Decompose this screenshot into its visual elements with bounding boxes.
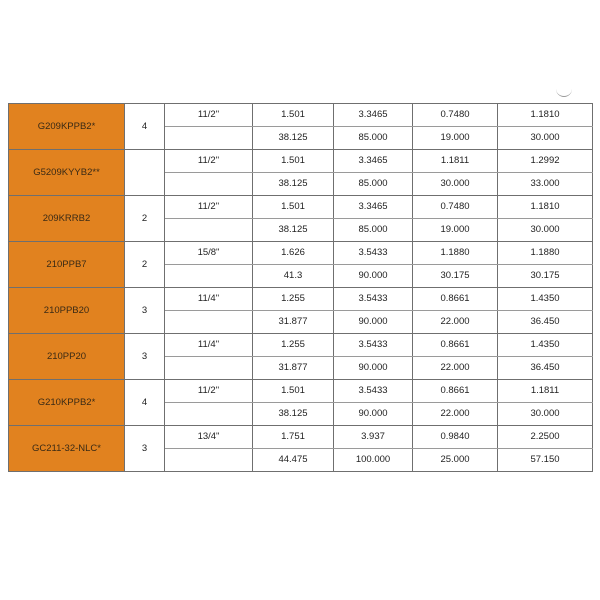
value-cell: 38.125 xyxy=(253,403,334,426)
part-number-cell: 210PPB20 xyxy=(9,288,125,334)
value-cell: 22.000 xyxy=(413,403,498,426)
bore-inch-cell xyxy=(165,173,253,196)
part-number-cell: 210PPB7 xyxy=(9,242,125,288)
value-cell: 36.450 xyxy=(498,357,593,380)
table-row xyxy=(9,242,593,265)
value-cell: 1.626 xyxy=(253,242,334,265)
value-cell: 3.5433 xyxy=(334,334,413,357)
quantity-cell: 3 xyxy=(125,334,165,380)
bore-inch-cell: 15/8" xyxy=(165,242,253,265)
quantity-cell: 3 xyxy=(125,288,165,334)
value-cell: 0.8661 xyxy=(413,334,498,357)
value-cell: 3.3465 xyxy=(334,150,413,173)
value-cell: 1.501 xyxy=(253,104,334,127)
value-cell: 31.877 xyxy=(253,357,334,380)
value-cell: 31.877 xyxy=(253,311,334,334)
value-cell: 30.000 xyxy=(498,403,593,426)
value-cell: 1.1810 xyxy=(498,104,593,127)
value-cell: 85.000 xyxy=(334,219,413,242)
bore-inch-cell: 11/2" xyxy=(165,150,253,173)
table-row xyxy=(9,426,593,449)
value-cell: 90.000 xyxy=(334,403,413,426)
part-number-cell: G209KPPB2* xyxy=(9,104,125,150)
bearing-spec-table xyxy=(8,103,593,472)
bore-inch-cell xyxy=(165,219,253,242)
value-cell: 44.475 xyxy=(253,449,334,472)
quantity-cell: 4 xyxy=(125,380,165,426)
value-cell: 1.501 xyxy=(253,196,334,219)
value-cell: 57.150 xyxy=(498,449,593,472)
value-cell: 1.255 xyxy=(253,288,334,311)
table-row xyxy=(9,380,593,403)
value-cell: 90.000 xyxy=(334,311,413,334)
table-row xyxy=(9,196,593,219)
quantity-cell xyxy=(125,150,165,196)
value-cell: 41.3 xyxy=(253,265,334,288)
bore-inch-cell xyxy=(165,403,253,426)
value-cell: 3.3465 xyxy=(334,104,413,127)
value-cell: 90.000 xyxy=(334,265,413,288)
part-number-cell: G5209KYYB2** xyxy=(9,150,125,196)
value-cell: 19.000 xyxy=(413,219,498,242)
value-cell: 0.7480 xyxy=(413,104,498,127)
part-number-cell: 210PP20 xyxy=(9,334,125,380)
value-cell: 30.175 xyxy=(413,265,498,288)
value-cell: 1.2992 xyxy=(498,150,593,173)
blank-header-area xyxy=(0,0,600,100)
value-cell: 1.1811 xyxy=(413,150,498,173)
value-cell: 22.000 xyxy=(413,311,498,334)
value-cell: 30.000 xyxy=(498,219,593,242)
value-cell: 30.175 xyxy=(498,265,593,288)
value-cell: 1.255 xyxy=(253,334,334,357)
bore-inch-cell xyxy=(165,357,253,380)
value-cell: 1.1810 xyxy=(498,196,593,219)
value-cell: 22.000 xyxy=(413,357,498,380)
part-number-cell: 209KRRB2 xyxy=(9,196,125,242)
value-cell: 1.1811 xyxy=(498,380,593,403)
part-number-cell: G210KPPB2* xyxy=(9,380,125,426)
value-cell: 85.000 xyxy=(334,173,413,196)
value-cell: 85.000 xyxy=(334,127,413,150)
value-cell: 0.8661 xyxy=(413,380,498,403)
bore-inch-cell: 11/4" xyxy=(165,334,253,357)
part-number-cell: GC211-32-NLC* xyxy=(9,426,125,472)
value-cell: 0.7480 xyxy=(413,196,498,219)
value-cell: 25.000 xyxy=(413,449,498,472)
quantity-cell: 2 xyxy=(125,242,165,288)
quantity-cell: 3 xyxy=(125,426,165,472)
bore-inch-cell: 11/4" xyxy=(165,288,253,311)
value-cell: 30.000 xyxy=(498,127,593,150)
value-cell: 38.125 xyxy=(253,219,334,242)
value-cell: 1.501 xyxy=(253,150,334,173)
table-row xyxy=(9,288,593,311)
value-cell: 3.5433 xyxy=(334,288,413,311)
value-cell: 36.450 xyxy=(498,311,593,334)
value-cell: 3.937 xyxy=(334,426,413,449)
value-cell: 1.751 xyxy=(253,426,334,449)
value-cell: 38.125 xyxy=(253,127,334,150)
quantity-cell: 2 xyxy=(125,196,165,242)
value-cell: 90.000 xyxy=(334,357,413,380)
value-cell: 0.8661 xyxy=(413,288,498,311)
bore-inch-cell xyxy=(165,449,253,472)
value-cell: 3.5433 xyxy=(334,380,413,403)
value-cell: 30.000 xyxy=(413,173,498,196)
value-cell: 2.2500 xyxy=(498,426,593,449)
table-row xyxy=(9,104,593,127)
bore-inch-cell xyxy=(165,311,253,334)
value-cell: 3.3465 xyxy=(334,196,413,219)
value-cell: 3.5433 xyxy=(334,242,413,265)
value-cell: 33.000 xyxy=(498,173,593,196)
value-cell: 19.000 xyxy=(413,127,498,150)
table-row xyxy=(9,150,593,173)
bore-inch-cell xyxy=(165,127,253,150)
value-cell: 1.4350 xyxy=(498,288,593,311)
value-cell: 0.9840 xyxy=(413,426,498,449)
value-cell: 1.501 xyxy=(253,380,334,403)
quantity-cell: 4 xyxy=(125,104,165,150)
value-cell: 1.1880 xyxy=(498,242,593,265)
bore-inch-cell: 13/4" xyxy=(165,426,253,449)
table-row xyxy=(9,334,593,357)
value-cell: 100.000 xyxy=(334,449,413,472)
bore-inch-cell: 11/2" xyxy=(165,196,253,219)
value-cell: 1.4350 xyxy=(498,334,593,357)
bore-inch-cell: 11/2" xyxy=(165,104,253,127)
value-cell: 1.1880 xyxy=(413,242,498,265)
bore-inch-cell xyxy=(165,265,253,288)
value-cell: 38.125 xyxy=(253,173,334,196)
bore-inch-cell: 11/2" xyxy=(165,380,253,403)
